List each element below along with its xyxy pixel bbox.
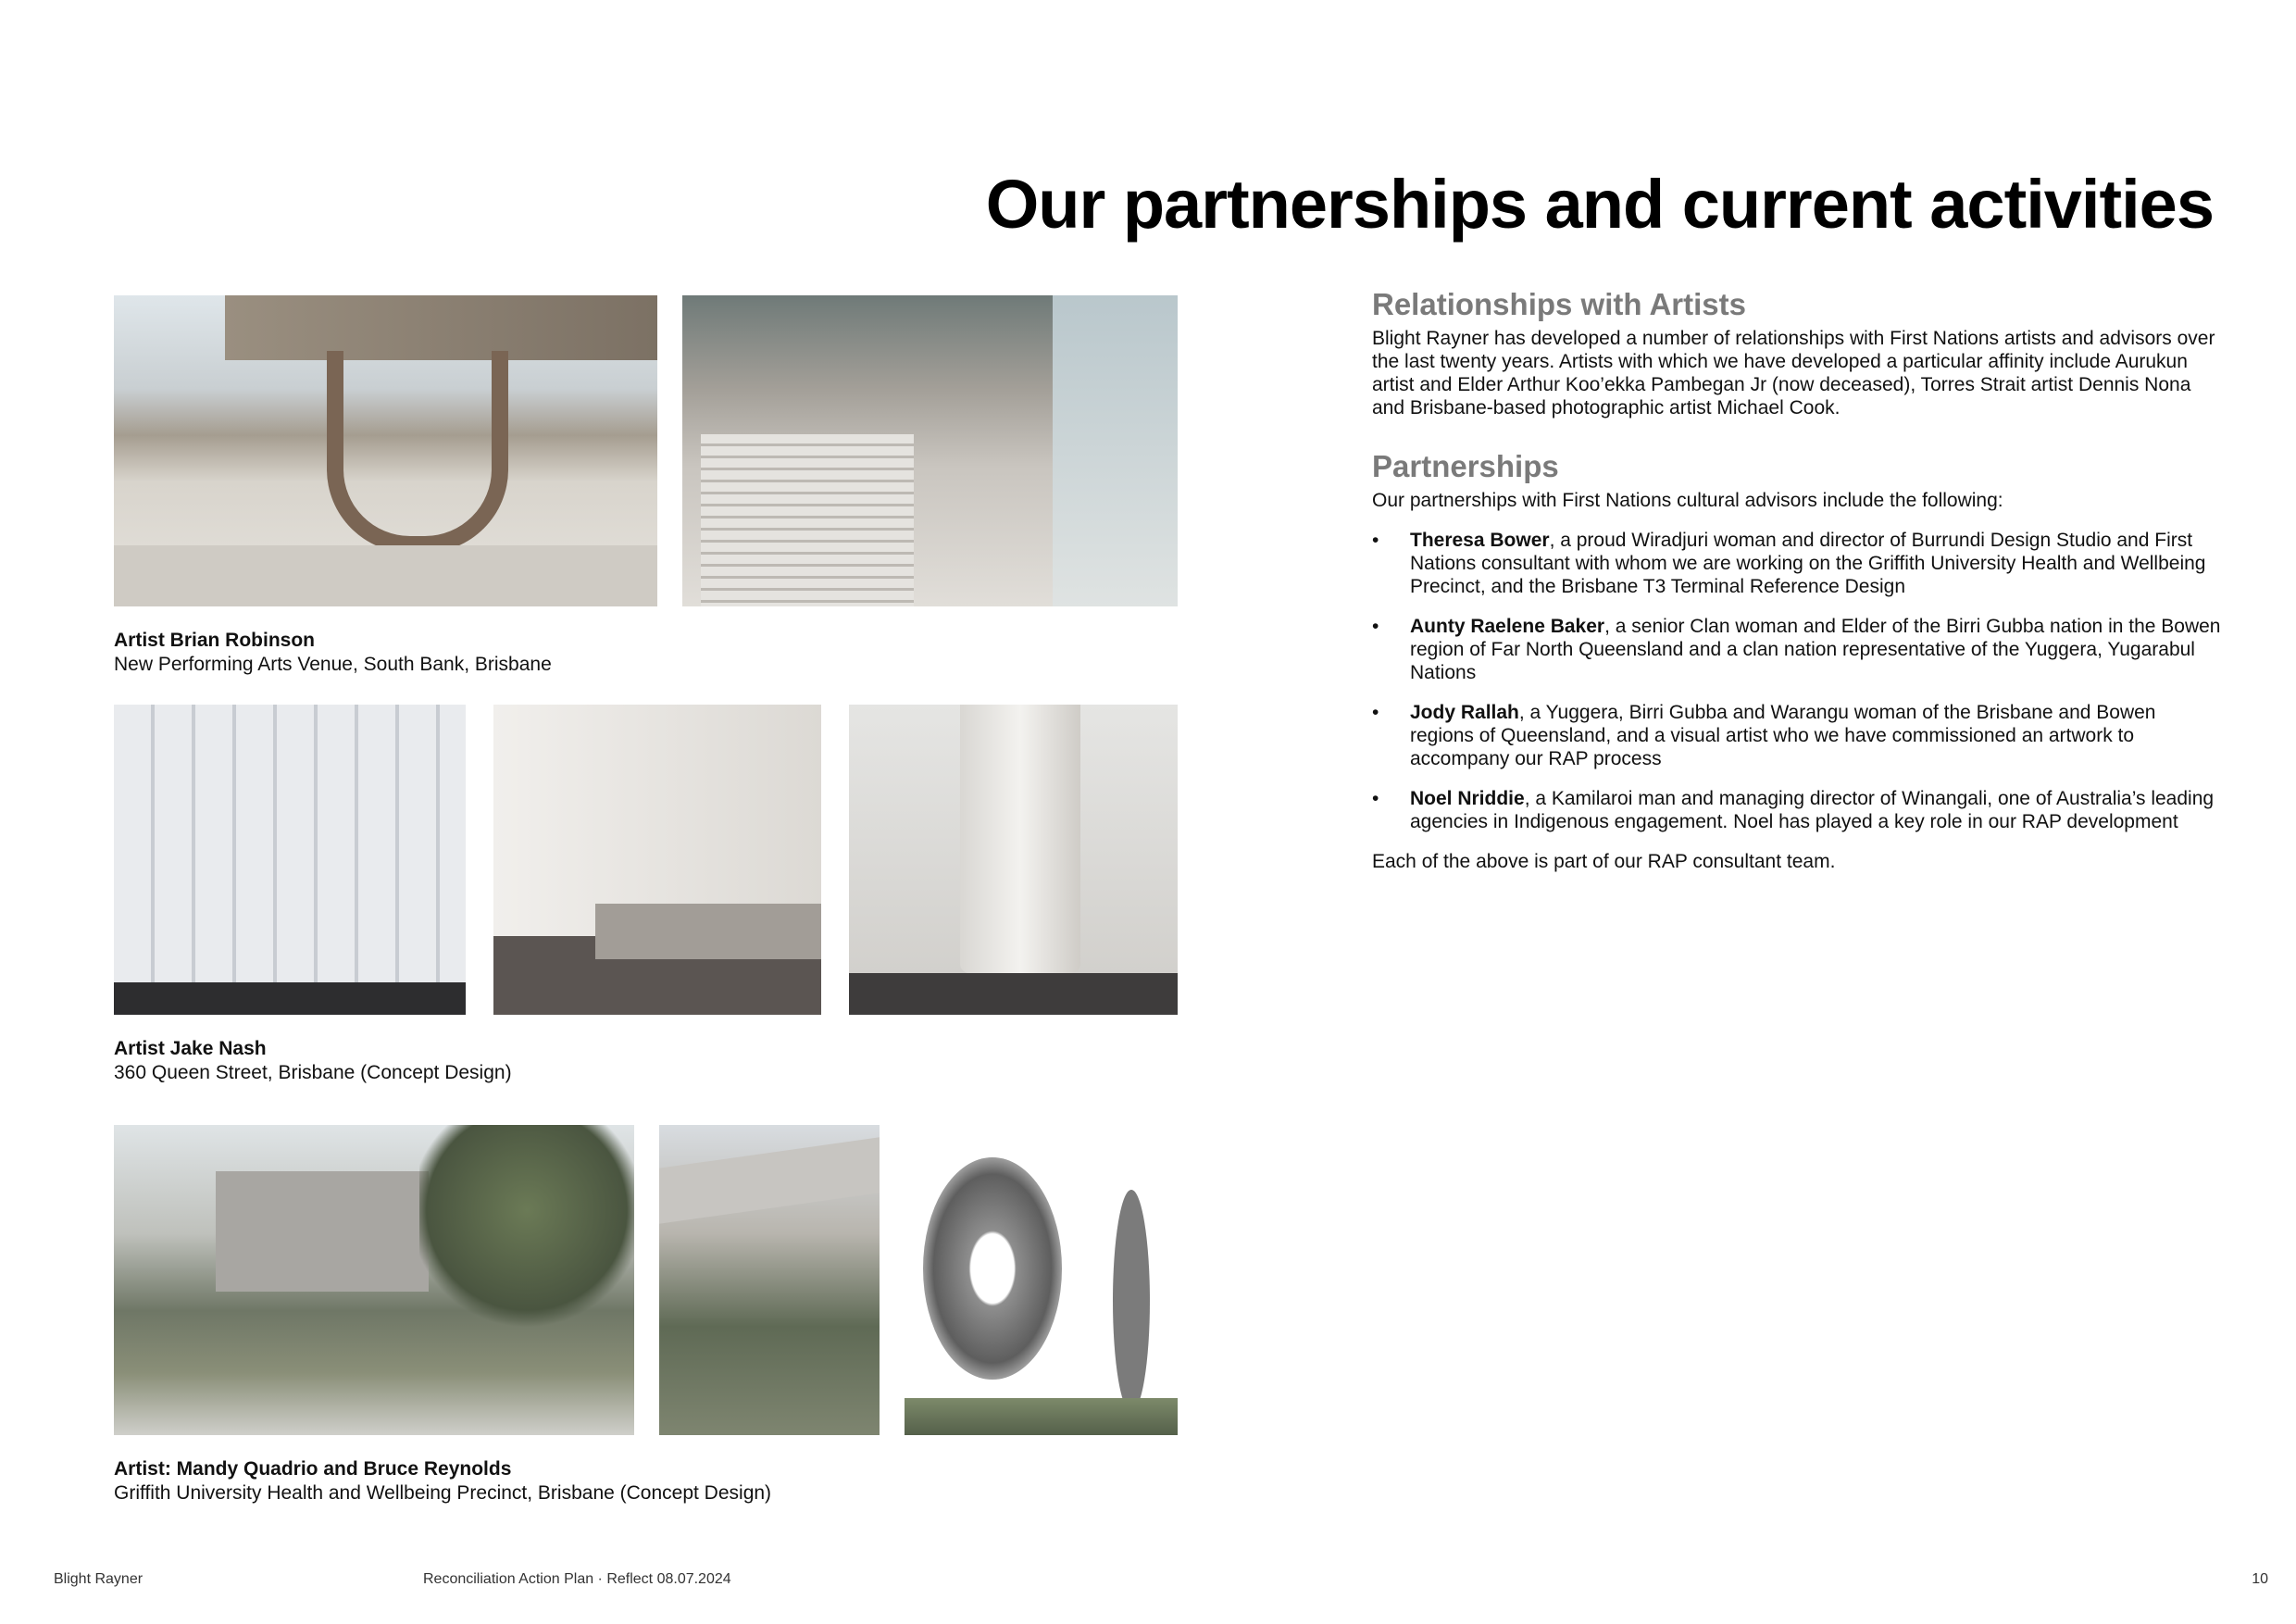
list-item	[1372, 787, 2224, 833]
render-queen-street-column	[849, 705, 1178, 1015]
caption-artist: Artist Brian Robinson	[114, 630, 316, 651]
page-number: 10	[2252, 1571, 2268, 1587]
caption-project: New Performing Arts Venue, South Bank, Brisbane	[114, 654, 552, 675]
render-performing-arts-entry	[682, 295, 1178, 606]
caption-jake-nash	[114, 1037, 512, 1085]
partner-name: Aunty Raelene Baker	[1410, 616, 1605, 637]
partner-description: , a senior Clan woman and Elder of the Birri Gubba nation in the Bowen region of Far North Queensland and a clan nation representative of the Yuggera, Yugarabul Nations	[1410, 616, 2221, 683]
caption-project: Griffith University Health and Wellbeing Precinct, Brisbane (Concept Design)	[114, 1482, 772, 1504]
render-griffith-sculpture	[659, 1125, 880, 1435]
render-queen-street-facade	[114, 705, 466, 1015]
caption-brian-robinson	[114, 629, 552, 677]
list-item	[1372, 529, 2224, 598]
text-column	[1372, 287, 2224, 873]
artists-heading: Relationships with Artists	[1372, 287, 1746, 321]
bullet: •	[1372, 530, 1379, 551]
footer-company: Blight Rayner	[54, 1571, 144, 1587]
partnerships-outro: Each of the above is part of our RAP consultant team.	[1372, 851, 1836, 872]
partner-name: Jody Rallah	[1410, 702, 1519, 723]
render-performing-arts-exterior	[114, 295, 657, 606]
footer-document: Reconciliation Action Plan · Reflect 08.07.2024	[423, 1571, 731, 1587]
caption-quadrio-reynolds	[114, 1457, 771, 1505]
partner-description: , a Yuggera, Birri Gubba and Warangu woman of the Brisbane and Bowen regions of Queensland, and a visual artist who we have commissioned an artwork to accompany our RAP process	[1410, 702, 2156, 769]
partner-name: Theresa Bower	[1410, 530, 1550, 551]
partner-name: Noel Nriddie	[1410, 788, 1525, 809]
sculpture-ring-elevations	[905, 1125, 1178, 1435]
caption-artist: Artist Jake Nash	[114, 1038, 267, 1059]
list-item	[1372, 701, 2224, 770]
partner-description: , a Kamilaroi man and managing director of Winangali, one of Australia’s leading agencies in Indigenous engagement. Noel has played a key role in our RAP development	[1410, 788, 2215, 832]
bullet: •	[1372, 616, 1379, 637]
bullet: •	[1372, 702, 1379, 723]
caption-artist: Artist: Mandy Quadrio and Bruce Reynolds	[114, 1458, 512, 1480]
render-griffith-precinct	[114, 1125, 634, 1435]
bullet: •	[1372, 788, 1379, 809]
render-queen-street-wall	[493, 705, 821, 1015]
artists-body: Blight Rayner has developed a number of relationships with First Nations artists and advisors over the last twenty years. Artists with which we have developed a particular affinity include Aurukun artist and Elder Arthur Koo’ekka Pambegan Jr (now deceased), Torres Strait artist Dennis Nona and Brisbane-based photographic artist Michael Cook.	[1372, 328, 2215, 418]
partnerships-heading: Partnerships	[1372, 449, 1559, 483]
partnerships-intro: Our partnerships with First Nations cultural advisors include the following:	[1372, 490, 2003, 511]
partner-description: , a proud Wiradjuri woman and director of Burrundi Design Studio and First Nations consultant with whom we are working on the Griffith University Health and Wellbeing Precinct, and the Brisbane T3 Terminal Reference Design	[1410, 530, 2206, 597]
partners-list	[1372, 529, 2224, 833]
page-title: Our partnerships and current activities	[985, 166, 2214, 243]
list-item	[1372, 615, 2224, 684]
caption-project: 360 Queen Street, Brisbane (Concept Design)	[114, 1062, 512, 1083]
